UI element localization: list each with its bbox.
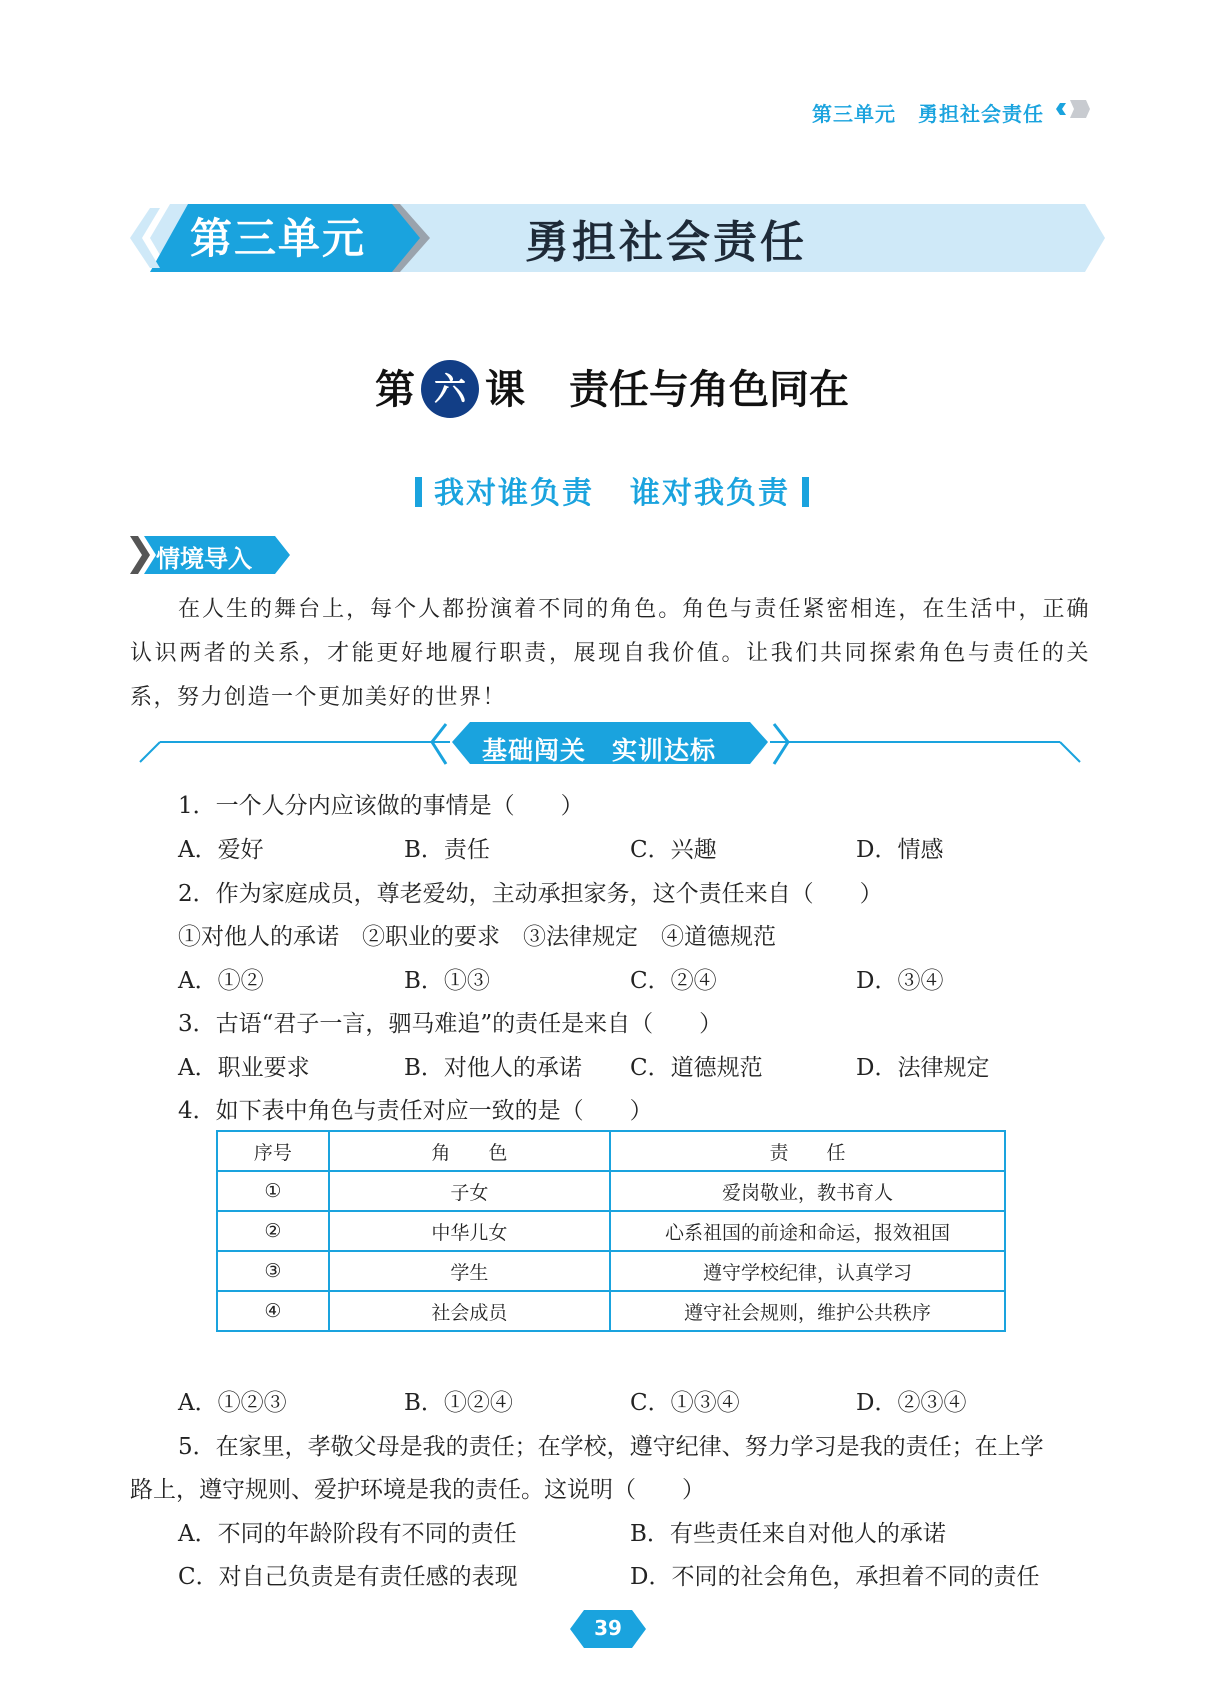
lesson-number-badge: 六: [421, 360, 479, 418]
question-1-stem: 1．一个人分内应该做的事情是（ ）: [178, 793, 584, 819]
lesson-title: [0, 358, 1224, 422]
section-title: [0, 468, 1224, 512]
question-4-option-b: B．①②④: [404, 1390, 513, 1416]
question-5-option-a: A．不同的年龄阶段有不同的责任: [178, 1521, 517, 1547]
question-3-option-c: C．道德规范: [630, 1055, 763, 1081]
table-cell: 心系祖国的前途和命运，报效祖国: [610, 1211, 1005, 1251]
page-number: 39: [594, 1616, 622, 1640]
table-cell: ①: [217, 1171, 329, 1211]
header-chevron-icon: [1052, 97, 1092, 121]
question-5-stem-line-2: 路上，遵守规则、爱护环境是我的责任。这说明（ ）: [130, 1477, 705, 1503]
question-1-option-a: A．爱好: [178, 837, 264, 863]
table-row: [217, 1291, 1005, 1331]
table-cell: 学生: [329, 1251, 610, 1291]
table-header-cell: 责 任: [610, 1131, 1005, 1171]
table-cell: ④: [217, 1291, 329, 1331]
running-header-unit: 第三单元: [812, 102, 896, 126]
question-1-option-b: B．责任: [404, 837, 490, 863]
table-header-cell: 角 色: [329, 1131, 610, 1171]
question-5-option-d: D．不同的社会角色，承担着不同的责任: [630, 1564, 1040, 1590]
section-title-right: 谁对我负责: [630, 476, 790, 511]
table-row: [217, 1211, 1005, 1251]
table-cell: 社会成员: [329, 1291, 610, 1331]
table-cell: 遵守学校纪律，认真学习: [610, 1251, 1005, 1291]
question-5-option-c: C．对自己负责是有责任感的表现: [178, 1564, 518, 1590]
section-bar-right: [802, 477, 809, 507]
table-cell: 遵守社会规则，维护公共秩序: [610, 1291, 1005, 1331]
question-2-option-c: C．②④: [630, 968, 717, 994]
question-2-option-d: D．③④: [856, 968, 944, 994]
banner-unit-label: 第三单元: [190, 214, 367, 263]
question-2-stem: 2．作为家庭成员，尊老爱幼，主动承担家务，这个责任来自（ ）: [178, 881, 883, 907]
table-cell: 子女: [329, 1171, 610, 1211]
intro-paragraph: 在人生的舞台上，每个人都扮演着不同的角色。角色与责任紧密相连，在生活中，正确认识两者的关系，才能更好地履行职责，展现自我价值。让我们共同探索角色与责任的关系，努力创造一个更加美好的世界！: [130, 597, 1090, 710]
lesson-prefix: 第: [375, 366, 415, 413]
question-1-option-d: D．情感: [856, 837, 944, 863]
running-header: [812, 98, 1044, 127]
question-5-option-b: B．有些责任来自对他人的承诺: [630, 1521, 946, 1547]
table-header-row: [217, 1131, 1005, 1171]
question-2-items: ①对他人的承诺 ②职业的要求 ③法律规定 ④道德规范: [178, 924, 776, 950]
lesson-name: 责任与角色同在: [569, 366, 849, 413]
lesson-suffix: 课: [485, 366, 525, 413]
table-cell: ②: [217, 1211, 329, 1251]
table-row: [217, 1251, 1005, 1291]
question-4-option-a: A．①②③: [178, 1390, 287, 1416]
question-3-option-a: A．职业要求: [178, 1055, 310, 1081]
question-3-option-b: B．对他人的承诺: [404, 1055, 582, 1081]
question-1-option-c: C．兴趣: [630, 837, 717, 863]
question-2-option-a: A．①②: [178, 968, 264, 994]
question-4-option-d: D．②③④: [856, 1390, 967, 1416]
table-cell: ③: [217, 1251, 329, 1291]
practice-label: 基础闯关 实训达标: [482, 736, 717, 765]
question-4-stem: 4．如下表中角色与责任对应一致的是（ ）: [178, 1098, 653, 1124]
question-3-option-d: D．法律规定: [856, 1055, 990, 1081]
role-responsibility-table: [216, 1130, 1006, 1332]
question-2-option-b: B．①③: [404, 968, 490, 994]
table-cell: 中华儿女: [329, 1211, 610, 1251]
intro-label: 情境导入: [156, 545, 252, 573]
question-4-option-c: C．①③④: [630, 1390, 740, 1416]
table-header-cell: 序号: [217, 1131, 329, 1171]
question-5-stem-line-1: 5．在家里，孝敬父母是我的责任；在学校，遵守纪律、努力学习是我的责任；在上学: [178, 1434, 1044, 1460]
question-3-stem: 3．古语“君子一言，驷马难追”的责任是来自（ ）: [178, 1011, 723, 1037]
table-row: [217, 1171, 1005, 1211]
section-bar-left: [415, 477, 422, 507]
table-cell: 爱岗敬业，教书育人: [610, 1171, 1005, 1211]
section-title-left: 我对谁负责: [434, 476, 594, 511]
banner-title: 勇担社会责任: [525, 217, 807, 268]
running-header-title: 勇担社会责任: [918, 102, 1044, 126]
